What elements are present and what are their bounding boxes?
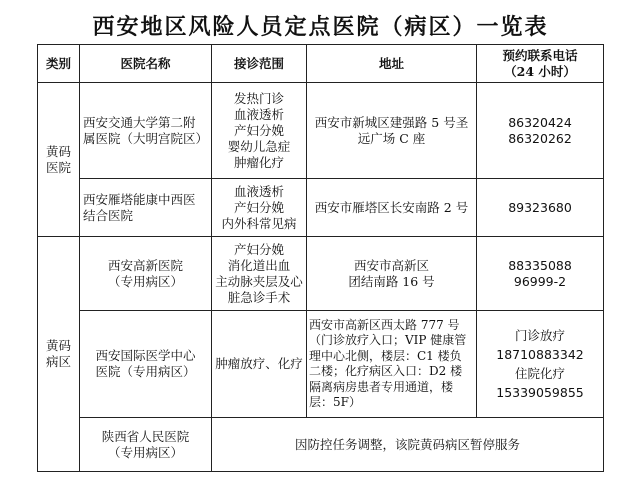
page-title: 西安地区风险人员定点医院（病区）一览表 xyxy=(92,15,549,40)
service-suspended-notice: 因防控任务调整，该院黄码病区暂停服务 xyxy=(212,418,604,472)
address-cell: 西安市新城区建强路 5 号圣 远广场 C 座 xyxy=(307,83,477,179)
hospital-name-cell: 西安交通大学第二附 属医院（大明宫院区） xyxy=(80,83,212,179)
scope-cell: 发热门诊 血液透析 产妇分娩 婴幼儿急症 肿瘤化疗 xyxy=(212,83,307,179)
scope-cell: 肿瘤放疗、化疗 xyxy=(212,311,307,418)
header-category: 类别 xyxy=(38,45,80,83)
table-row xyxy=(38,418,604,472)
address-cell: 西安市雁塔区长安南路 2 号 xyxy=(307,179,477,237)
table-row xyxy=(38,179,604,237)
header-phone: 预约联系电话 （24 小时） xyxy=(477,45,604,83)
phone-cell: 89323680 xyxy=(477,179,604,237)
table-row xyxy=(38,83,604,179)
phone-cell: 86320424 86320262 xyxy=(477,83,604,179)
category-cell: 黄码 病区 xyxy=(38,237,80,472)
header-row xyxy=(38,45,604,83)
phone-cell: 88335088 96999-2 xyxy=(477,237,604,311)
category-cell: 黄码 医院 xyxy=(38,83,80,237)
hospital-name-cell: 西安雁塔能康中西医 结合医院 xyxy=(80,179,212,237)
hospital-name-cell: 西安高新医院 （专用病区） xyxy=(80,237,212,311)
header-hospital: 医院名称 xyxy=(80,45,212,83)
hospital-name-cell: 西安国际医学中心 医院（专用病区） xyxy=(80,311,212,418)
hospital-name-cell: 陕西省人民医院 （专用病区） xyxy=(80,418,212,472)
header-address: 地址 xyxy=(307,45,477,83)
header-scope: 接诊范围 xyxy=(212,45,307,83)
scope-cell: 产妇分娩 消化道出血 主动脉夹层及心 脏急诊手术 xyxy=(212,237,307,311)
phone-cell: 门诊放疗 18710883342 住院化疗 15339059855 xyxy=(477,311,604,418)
table-row xyxy=(38,311,604,418)
address-cell: 西安市高新区西太路 777 号 （门诊放疗入口；VIP 健康管 理中心北侧，楼层：C1 楼负 二楼；化疗病区入口：D2 楼 隔离病房患者专用通道，楼 层：5F） xyxy=(307,311,477,418)
address-cell: 西安市高新区 团结南路 16 号 xyxy=(307,237,477,311)
scope-cell: 血液透析 产妇分娩 内外科常见病 xyxy=(212,179,307,237)
table-row xyxy=(38,237,604,311)
hospital-table xyxy=(37,44,604,472)
